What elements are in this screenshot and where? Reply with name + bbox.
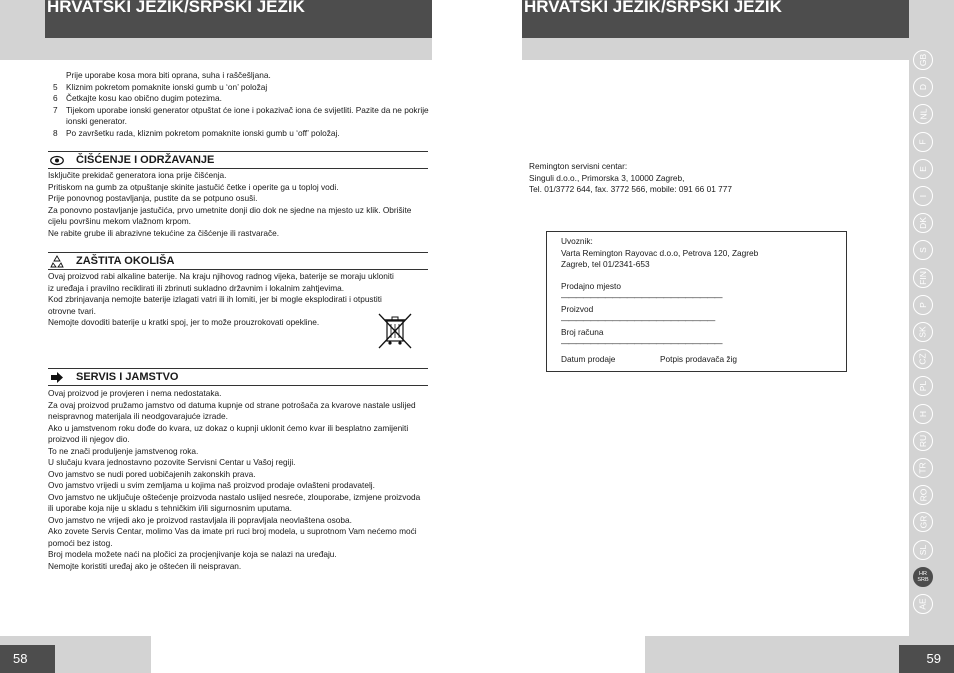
- step-row: 5 Kliznim pokretom pomaknite ionski gumb u ‘on’ položaj: [53, 81, 268, 92]
- language-tab-p[interactable]: P: [913, 295, 933, 315]
- invoice-line: ——————————————————————: [561, 338, 722, 348]
- usage-steps: [50, 70, 430, 139]
- step-row: 6 Četkajte kosu kao obično dugim potezima.: [53, 93, 222, 103]
- service-center-contact: Remington servisni centar: Singuli d.o.o., Primorska 3, 10000 Zagreb, Tel. 01/3772 644, fax. 3772 566, mobile: 091 66 01 777: [529, 161, 732, 194]
- language-tab-tr[interactable]: TR: [913, 458, 933, 478]
- cleaning-title: ČIŠĆENJE I ODRŽAVANJE: [76, 154, 215, 166]
- language-tab-nl[interactable]: NL: [913, 104, 933, 124]
- date-of-sale-label: Datum prodaje: [561, 353, 616, 364]
- service-text: Ovaj proizvod je provjeren i nema nedostataka. Za ovaj proizvod pružamo jamstvo od datuma kupnje od strane potrošača za kvarove nastale uslijed neispravnog materijala ili neodgovarajuće izrade. Ako u jamstvenom roku dođe do kvara, uz dokaz o kupnji uklonit ćemo kvar ili besplatno zamijeniti proizvod ili njegov dio. To ne znači produljenje jamstvenog roka. U slučaju kvara jednostavno pozovite Servisni Centar u Vašoj regiji. Ovo jamstvo se nudi pored uobičajenih zakonskih prava. Ovo jamstvo vrijedi u svim zemljama u kojima naš proizvod prodaje ovlašteni prodavatelj. Ovo jamstvo ne uključuje oštećenje proizvoda nastalo uslijed nesreće, zlouporabe, izmjene proizvoda ili uporabe koja nije u skladu s tehničkim i/ili sigurnosnim uputama. Ovo jamstvo ne vrijedi ako je proizvod rastavljala ili popravljala neovlaštena osoba. Ako zovete Servis Centar, molimo Vas da imate pri ruci broj modela, u suprotnom Vam nećemo moći pomoći bez istog. Broj modela možete naći na pločici za procjenjivanje koja se nalazi na uređaju. Nemojte koristiti uređaj ako je oštećen ili neispravan.: [48, 388, 421, 571]
- crossed-bin-icon: [377, 312, 413, 350]
- left-page-title: HRVATSKI JEZIK/SRPSKI JEZIK: [45, 0, 432, 38]
- cleaning-text: Isključite prekidač generatora iona prije čišćenja. Pritiskom na gumb za otpuštanje skinite jastučić četke i operite ga u toplој vodi. Prije ponovnog postavljanja, pustite da se potpuno osuši. Za ponovno postavljanje jastučića, prvo umetnite donji dio dok ne sjedne na mjesto uz klik. Obrišite cijelu površinu mekom vlažnom krpom. Ne rabite grube ili abrazivne tekućine za čišćenje ili rastvarače.: [48, 170, 412, 238]
- warranty-card: [546, 231, 847, 372]
- language-tab-hr-srb[interactable]: HR SRB: [913, 567, 933, 587]
- language-tab-pl[interactable]: PL: [913, 376, 933, 396]
- seller-signature-label: Potpis prodavača žig: [660, 353, 738, 364]
- language-tab-sk[interactable]: SK: [913, 322, 933, 342]
- point-of-sale-label: Prodajno mjesto: [561, 280, 621, 291]
- importer-phone: Zagreb, tel 01/2341-653: [561, 259, 650, 269]
- recycle-icon: [50, 255, 64, 268]
- language-tab-fin[interactable]: FIN: [913, 268, 933, 288]
- step-row: Prije uporabe kosa mora biti oprana, suha i raščešljana.: [66, 70, 271, 80]
- eye-icon: [50, 154, 64, 167]
- language-tab-gb[interactable]: GB: [913, 50, 933, 70]
- right-page-number: 59: [899, 645, 954, 673]
- language-tab-ru[interactable]: RU: [913, 431, 933, 451]
- language-tab-cz[interactable]: CZ: [913, 349, 933, 369]
- service-title: SERVIS I JAMSTVO: [76, 371, 179, 383]
- point-of-sale-line: ——————————————————————: [561, 292, 722, 302]
- invoice-label: Broj računa: [561, 326, 604, 337]
- cleaning-heading: [48, 151, 428, 169]
- environment-text: Ovaj proizvod rabi alkaline baterije. Na kraju njihovog radnog vijeka, baterije se moraju ukloniti iz uređaja i pravilno reciklirati ili zbrinuti sukladno državnim i lokalnim zahtjevima. Kod zbrinjavanja nemojte baterije izlagati vatri ili ih lomiti, jer bi mogle eksplodirati i otpustiti otrovne tvari. Nemojte dovoditi baterije u kratki spoj, jer to može prouzrokovati opekline.: [48, 271, 394, 327]
- language-tab-gr[interactable]: GR: [913, 512, 933, 532]
- product-line: —————————————————————: [561, 315, 715, 325]
- step-row: 8 Po završetku rada, kliznim pokretom pomaknite ionski gumb u ‘off’ položaj.: [53, 127, 340, 138]
- language-tab-ro[interactable]: RO: [913, 485, 933, 505]
- language-tab-ae[interactable]: AE: [913, 594, 933, 614]
- step-row: 7 Tijekom uporabe ionski generator otpuštat će ione i pokazivač iona će svijetliti. Pazite da ne pokrije ionski generator.: [53, 104, 429, 126]
- language-tab-h[interactable]: H: [913, 404, 933, 424]
- language-sidebar: [909, 0, 954, 636]
- importer-address: Varta Remington Rayovac d.o.o, Petrova 120, Zagreb: [561, 247, 759, 258]
- arrow-right-icon: [50, 371, 64, 384]
- environment-heading: [48, 252, 428, 270]
- environment-title: ZAŠTITA OKOLIŠA: [76, 255, 175, 267]
- language-tab-e[interactable]: E: [913, 159, 933, 179]
- language-tab-f[interactable]: F: [913, 132, 933, 152]
- service-heading: [48, 368, 428, 386]
- importer-label: Uvoznik:: [561, 236, 593, 246]
- language-tab-s[interactable]: S: [913, 240, 933, 260]
- left-page-number: 58: [0, 645, 55, 673]
- language-tab-i[interactable]: I: [913, 186, 933, 206]
- language-tab-d[interactable]: D: [913, 77, 933, 97]
- language-tab-sl[interactable]: SL: [913, 540, 933, 560]
- product-label: Proizvod: [561, 303, 594, 314]
- right-page-title: HRVATSKI JEZIK/SRPSKI JEZIK: [522, 0, 909, 38]
- language-tab-dk[interactable]: DK: [913, 213, 933, 233]
